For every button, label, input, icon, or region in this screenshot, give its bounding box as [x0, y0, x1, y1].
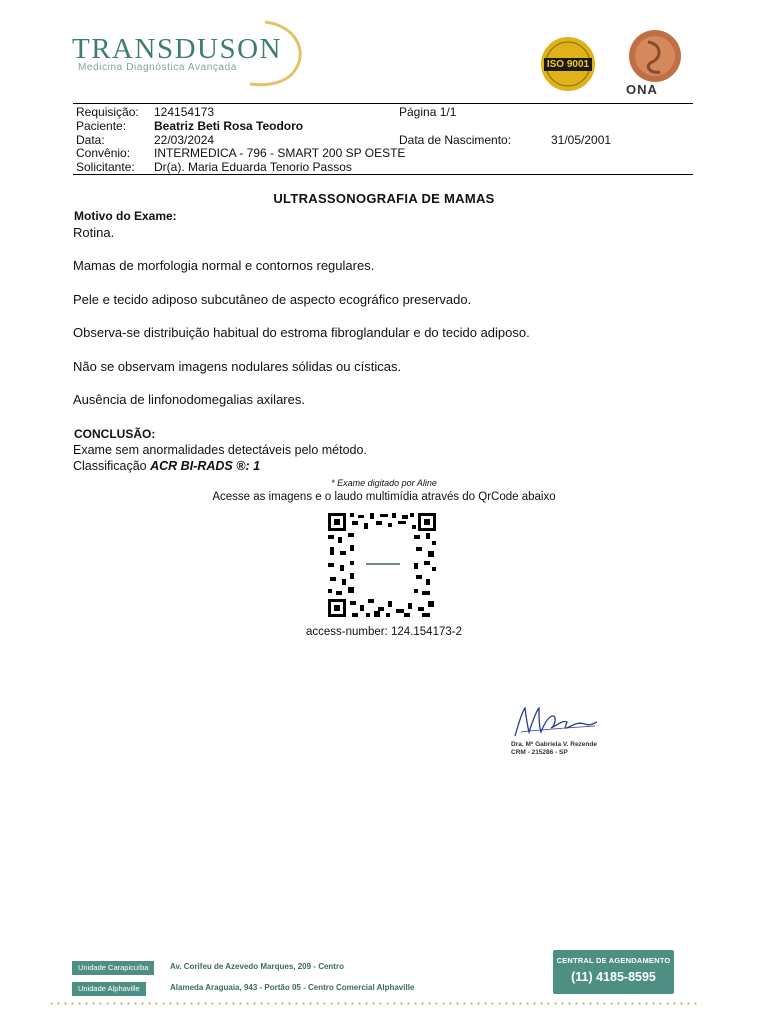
finding-line: Ausência de linfonodomegalias axilares.: [73, 392, 305, 407]
finding-line: Observa-se distribuição habitual do estroma fibroglandular e do tecido adiposo.: [73, 325, 530, 340]
finding-line: Não se observam imagens nodulares sólidas ou císticas.: [73, 359, 402, 374]
header-top-rule: [73, 103, 693, 104]
footer-dotted-divider: [48, 1002, 700, 1005]
paciente-label: Paciente:: [76, 119, 127, 133]
motivo-heading: Motivo do Exame:: [74, 209, 177, 223]
signature-name: [511, 741, 597, 757]
convenio-label: Convênio:: [76, 146, 131, 160]
unit-address-carapicuiba: Av. Corifeu de Azevedo Marques, 209 - Centro: [170, 962, 344, 971]
scheduling-phone[interactable]: (11) 4185-8595: [571, 970, 656, 984]
logo-arc-icon: [170, 18, 310, 88]
conclusion-heading: CONCLUSÃO:: [74, 427, 156, 441]
iso-seal-label: ISO 9001: [546, 59, 590, 70]
solicitante-value: Dr(a). Maria Eduarda Tenorio Passos: [154, 160, 352, 174]
exam-date: 22/03/2024: [154, 133, 215, 147]
scheduling-label: CENTRAL DE AGENDAMENTO: [556, 956, 671, 965]
birads-value: ACR BI-RADS ®: 1: [150, 459, 261, 473]
requisicao-value: 124154173: [154, 105, 215, 119]
birthdate-label: Data de Nascimento:: [399, 133, 512, 147]
typed-by-note: * Exame digitado por Aline: [331, 478, 437, 488]
classification-line: [73, 459, 260, 473]
data-label: Data:: [76, 133, 105, 147]
unit-tag-carapicuiba: Unidade Carapicuíba: [72, 961, 154, 975]
motivo-text: Rotina.: [73, 225, 115, 240]
conclusion-text: Exame sem anormalidades detectáveis pelo método.: [73, 443, 367, 457]
ona-accreditation-seal-icon: [622, 22, 688, 86]
solicitante-label: Solicitante:: [76, 160, 135, 174]
logo-tagline: Medicina Diagnóstica Avançada: [78, 62, 237, 73]
ona-label: ONA: [626, 82, 658, 97]
classification-label: Classificação: [73, 459, 147, 473]
requisicao-label: Requisição:: [76, 105, 139, 119]
access-number: access-number: 124.154173-2: [306, 626, 462, 638]
doctor-name: Dra. Mª Gabriela V. Rezende: [511, 741, 597, 748]
scheduling-box: [553, 950, 674, 994]
unit-address-alphaville: Alameda Araguaia, 943 - Portão 05 - Centro Comercial Alphaville: [170, 983, 415, 992]
page-indicator: Página 1/1: [399, 105, 457, 119]
finding-line: Pele e tecido adiposo subcutâneo de aspecto ecográfico preservado.: [73, 292, 472, 307]
convenio-value: INTERMEDICA - 796 - SMART 200 SP OESTE: [154, 146, 406, 160]
report-title: ULTRASSONOGRAFIA DE MAMAS: [273, 191, 495, 206]
finding-line: Mamas de morfologia normal e contornos regulares.: [73, 258, 375, 273]
paciente-name: Beatriz Beti Rosa Teodoro: [154, 119, 304, 133]
qr-access-instructions: Acesse as imagens e o laudo multimídia através do QrCode abaixo: [212, 491, 556, 503]
header-bottom-rule: [73, 174, 693, 175]
doctor-crm: CRM - 215286 - SP: [511, 749, 568, 756]
qr-code-icon[interactable]: [326, 511, 438, 619]
unit-tag-alphaville: Unidade Alphaville: [72, 982, 146, 996]
logo-wordmark: TRANSDUSON: [72, 33, 282, 65]
signature-scribble-icon: [505, 702, 605, 742]
birthdate-value: 31/05/2001: [551, 133, 612, 147]
